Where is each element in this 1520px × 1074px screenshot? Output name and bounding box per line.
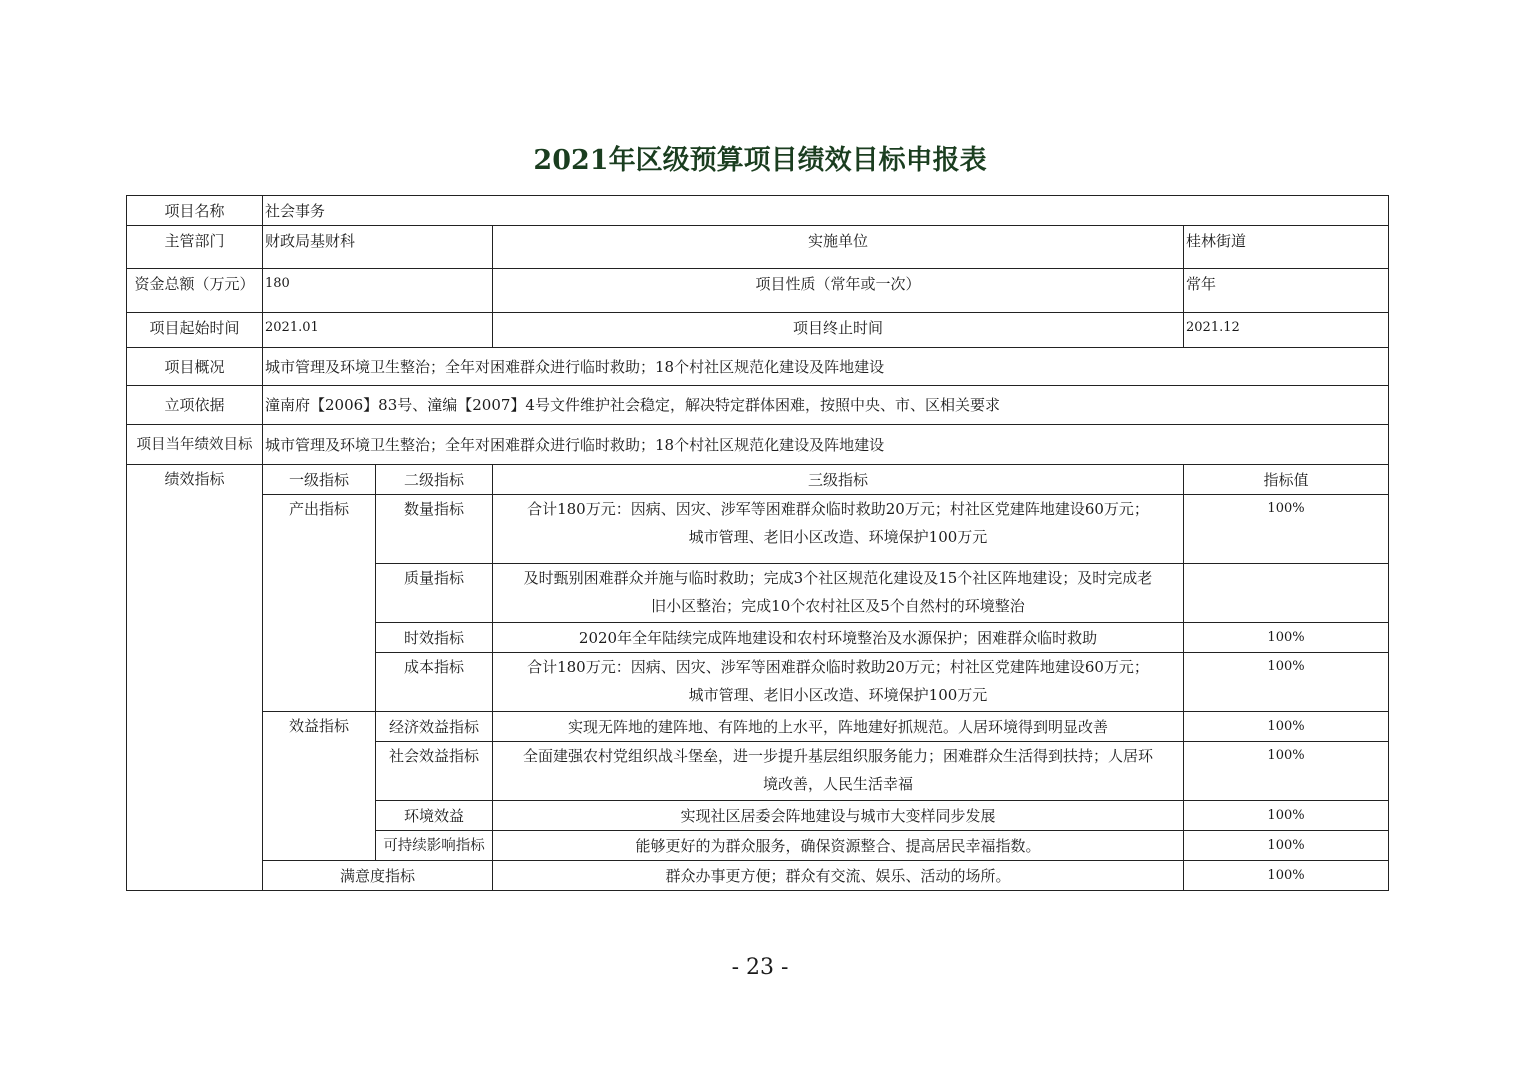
level3-line: 全面建强农村党组织战斗堡垒，进一步提升基层组织服务能力；困难群众生活得到扶持；人居环 <box>522 747 1153 765</box>
row-overview <box>127 348 1389 386</box>
benefit-indicator-label: 效益指标 <box>263 712 376 861</box>
basis-label: 立项依据 <box>127 386 263 425</box>
level3-text: 2020年全年陆续完成阵地建设和农村环境整治及水源保护；困难群众临时救助 <box>493 623 1184 653</box>
goal-value: 城市管理及环境卫生整治；全年对困难群众进行临时救助；18个村社区规范化建设及阵地建设 <box>263 425 1389 465</box>
nature-label: 项目性质（常年或一次） <box>493 269 1184 313</box>
level2-label: 可持续影响指标 <box>376 831 493 861</box>
impl-unit-value: 桂林街道 <box>1184 226 1389 269</box>
row-dates <box>127 313 1389 348</box>
end-value: 2021.12 <box>1184 313 1389 348</box>
level2-label: 时效指标 <box>376 623 493 653</box>
indicator-value: 100% <box>1184 801 1389 831</box>
indicator-value: 100% <box>1184 712 1389 742</box>
basis-value: 潼南府【2006】83号、潼编【2007】4号文件维护社会稳定，解决特定群体困难，按照中央、市、区相关要求 <box>263 386 1389 425</box>
indicator-value: 100% <box>1184 831 1389 861</box>
nature-value: 常年 <box>1184 269 1389 313</box>
project-name-label: 项目名称 <box>127 196 263 226</box>
level2-label: 环境效益 <box>376 801 493 831</box>
header-level2: 二级指标 <box>376 465 493 495</box>
level3-line: 城市管理、老旧小区改造、环境保护100万元 <box>688 528 988 546</box>
end-label: 项目终止时间 <box>493 313 1184 348</box>
indicator-section-label: 绩效指标 <box>127 465 263 891</box>
level3-text <box>493 495 1184 564</box>
row-goal <box>127 425 1389 465</box>
satisfaction-row <box>127 861 1389 891</box>
overview-label: 项目概况 <box>127 348 263 386</box>
level3-line: 合计180万元：因病、因灾、涉军等困难群众临时救助20万元；村社区党建阵地建设60万元； <box>527 500 1149 518</box>
project-name-value: 社会事务 <box>263 196 1389 226</box>
level3-line: 及时甄别困难群众并施与临时救助；完成3个社区规范化建设及15个社区阵地建设；及时完成老 <box>523 569 1153 587</box>
level3-line: 合计180万元：因病、因灾、涉军等困难群众临时救助20万元；村社区党建阵地建设60万元； <box>527 658 1149 676</box>
performance-form-table <box>126 195 1389 891</box>
indicator-value <box>1184 564 1389 623</box>
level2-label: 成本指标 <box>376 653 493 712</box>
level3-text: 实现社区居委会阵地建设与城市大变样同步发展 <box>493 801 1184 831</box>
level2-label: 质量指标 <box>376 564 493 623</box>
level2-label: 数量指标 <box>376 495 493 564</box>
indicator-header-row <box>127 465 1389 495</box>
level2-label: 经济效益指标 <box>376 712 493 742</box>
page-number: - 23 - <box>731 955 789 980</box>
indicator-value: 100% <box>1184 653 1389 712</box>
output-indicator-label: 产出指标 <box>263 495 376 712</box>
dept-label: 主管部门 <box>127 226 263 269</box>
header-level3: 三级指标 <box>493 465 1184 495</box>
level3-text: 群众办事更方便；群众有交流、娱乐、活动的场所。 <box>493 861 1184 891</box>
goal-label: 项目当年绩效目标 <box>127 425 263 465</box>
header-value: 指标值 <box>1184 465 1389 495</box>
level3-text: 能够更好的为群众服务，确保资源整合、提高居民幸福指数。 <box>493 831 1184 861</box>
start-label: 项目起始时间 <box>127 313 263 348</box>
fund-value: 180 <box>263 269 493 313</box>
row-basis <box>127 386 1389 425</box>
level3-text: 实现无阵地的建阵地、有阵地的上水平，阵地建好抓规范。人居环境得到明显改善 <box>493 712 1184 742</box>
level3-line: 旧小区整治；完成10个农村社区及5个自然村的环境整治 <box>651 597 1025 615</box>
header-level1: 一级指标 <box>263 465 376 495</box>
level3-text <box>493 564 1184 623</box>
overview-value: 城市管理及环境卫生整治；全年对困难群众进行临时救助；18个村社区规范化建设及阵地建设 <box>263 348 1389 386</box>
indicator-value: 100% <box>1184 742 1389 801</box>
impl-unit-label: 实施单位 <box>493 226 1184 269</box>
dept-value: 财政局基财科 <box>263 226 493 269</box>
fund-label: 资金总额（万元） <box>127 269 263 313</box>
indicator-row <box>127 495 1389 564</box>
row-department <box>127 226 1389 269</box>
row-fund <box>127 269 1389 313</box>
page-title: 2021年区级预算项目绩效目标申报表 <box>533 145 987 176</box>
indicator-value: 100% <box>1184 495 1389 564</box>
level3-text <box>493 742 1184 801</box>
indicator-row <box>127 712 1389 742</box>
indicator-value: 100% <box>1184 623 1389 653</box>
level2-label: 社会效益指标 <box>376 742 493 801</box>
indicator-value: 100% <box>1184 861 1389 891</box>
level3-line: 城市管理、老旧小区改造、环境保护100万元 <box>688 686 988 704</box>
start-value: 2021.01 <box>263 313 493 348</box>
row-project-name <box>127 196 1389 226</box>
level3-text <box>493 653 1184 712</box>
satisfaction-indicator-label: 满意度指标 <box>263 861 493 891</box>
level3-line: 境改善，人民生活幸福 <box>762 775 913 793</box>
